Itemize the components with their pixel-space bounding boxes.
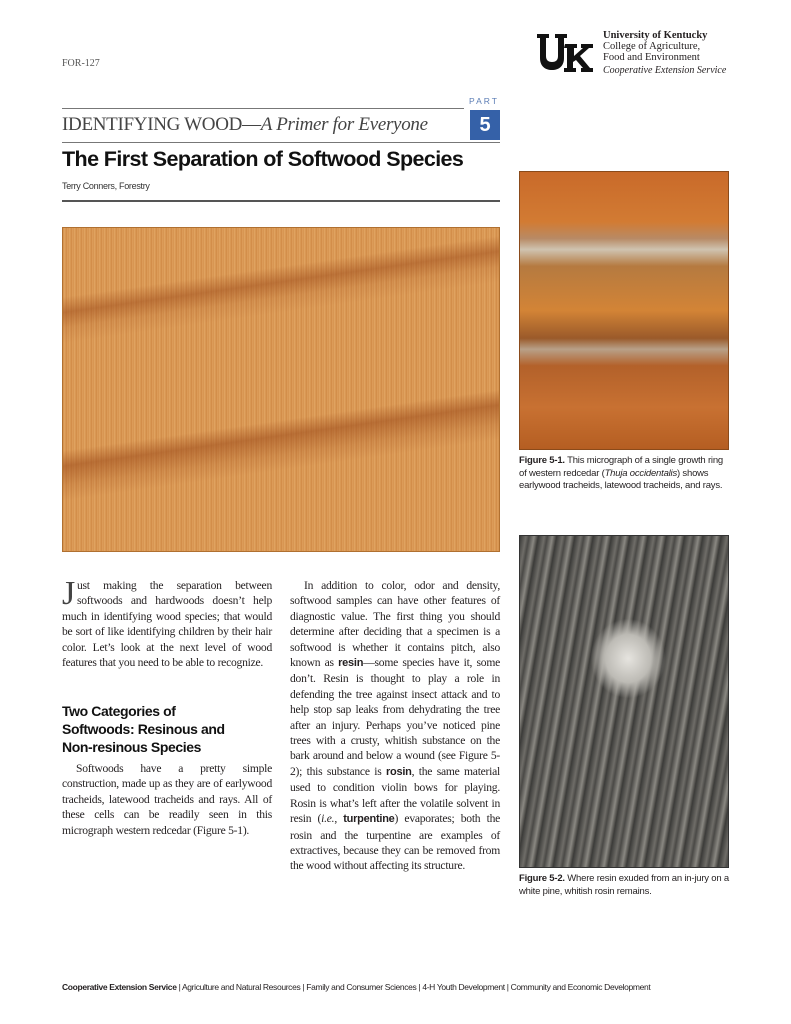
part-label: PART <box>469 96 499 106</box>
author-line: Terry Conners, Forestry <box>62 181 150 191</box>
figure-5-1-micrograph <box>519 171 729 450</box>
resin-paragraph <box>290 578 500 874</box>
figure-5-2-bark-photo <box>519 535 729 868</box>
figure-5-2-text: Where resin exuded from an in-jury on a white pine, whitish rosin remains. <box>519 873 729 897</box>
keyword-rosin: rosin <box>385 765 412 778</box>
footer-items: | Agriculture and Natural Resources | Family and Consumer Sciences | 4-H Youth Development | Community and Economic Development <box>176 982 651 992</box>
figure-5-1-text-a: This micrograph of a single growth ring of western redcedar ( <box>519 455 723 479</box>
divider-bottom <box>62 200 500 202</box>
publication-number: FOR-127 <box>62 58 100 69</box>
body-column-1 <box>62 575 272 670</box>
figure-5-1-species: Thuja occidentalis <box>604 467 678 479</box>
resin-text-e: ) evaporates; both the rosin and the turpentine are examples of extractives, because they can be removed from the wood without affecting its structure. <box>290 812 501 873</box>
resin-text-d: , <box>334 812 344 826</box>
series-separator: — <box>242 114 261 135</box>
keyword-turpentine: turpentine <box>343 813 395 826</box>
divider-top <box>62 108 464 109</box>
organization-block <box>603 30 726 76</box>
resin-text-b: —some species have it, some don’t. Resin is thought to play a role in defending the tree against insect attack and to help stop sap leaks from dehydrating the tree after an injury. Perhaps you’ve noticed pine trees with a crusty, whitish substance on the bark around and below a wound (see Figure 5-2); this substance is <box>290 656 501 778</box>
series-name: IDENTIFYING WOOD <box>62 114 243 135</box>
college-name-line2: Food and Environment <box>603 52 700 63</box>
series-title <box>62 114 428 136</box>
abbrev-ie: i.e. <box>321 812 335 826</box>
uk-logo <box>535 30 595 78</box>
footer-program-areas <box>62 982 732 992</box>
figure-5-1-text-b: ) shows earlywood tracheids, latewood tracheids, and rays. <box>519 467 723 491</box>
series-subtitle: A Primer for Everyone <box>260 114 428 135</box>
softwood-paragraph: Softwoods have a pretty simple construction, made up as they are of earlywood tracheids, latewood tracheids and rays. All of these cells can be readily seen in this micrograph western redcedar (Figure 5-1). <box>62 762 272 837</box>
page-title: The First Separation of Softwood Species <box>62 147 464 171</box>
figure-5-1-label: Figure 5-1. <box>519 455 565 466</box>
footer-lead: Cooperative Extension Service <box>62 982 177 992</box>
subhead-line-2: Softwoods: Resinous and <box>62 721 225 737</box>
intro-text: ust making the separation between softwoods and hardwoods doesn’t help much in identifying wood species; that would be sort of like identifying children by their hair color. Let’s look at the next level of wood features that you need to be able to recognize. <box>62 579 272 670</box>
resin-text-a: In addition to color, odor and density, softwood samples can have other features of diagnostic value. The first thing you should determine after deciding that a specimen is a softwood is whether it contains pitch, also known as <box>290 579 500 670</box>
figure-5-1-caption <box>519 455 731 493</box>
figure-5-2-label: Figure 5-2. <box>519 873 565 884</box>
college-name-line1: College of Agriculture, <box>603 41 701 52</box>
drop-cap: J <box>62 575 75 612</box>
subhead-line-1: Two Categories of <box>62 703 176 719</box>
wood-grain-photo <box>62 227 500 552</box>
section-heading <box>62 702 272 756</box>
part-number-badge: 5 <box>470 110 500 140</box>
body-column-1b <box>62 761 272 838</box>
figure-5-2-caption <box>519 873 731 898</box>
divider-middle <box>62 142 500 143</box>
resin-text-c: , the same material used to condition violin bows for playing. Rosin is what’s left after the volatile solvent in resin ( <box>290 764 501 826</box>
subhead-line-3: Non-resinous Species <box>62 739 202 755</box>
keyword-resin: resin <box>338 657 364 670</box>
extension-service: Cooperative Extension Service <box>603 65 727 76</box>
body-column-2 <box>290 578 500 874</box>
intro-paragraph <box>62 575 272 670</box>
university-name: University of Kentucky <box>603 30 708 41</box>
